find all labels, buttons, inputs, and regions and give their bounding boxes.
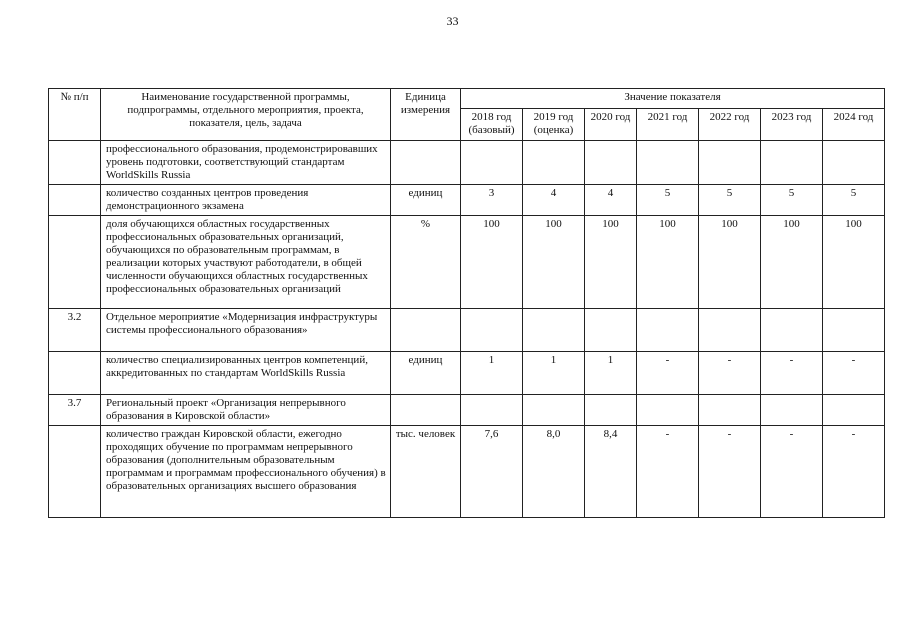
row-value: 5 <box>699 185 761 216</box>
row-unit <box>391 309 461 352</box>
header-value-group: Значение показателя <box>461 89 885 109</box>
row-value <box>699 395 761 426</box>
header-name: Наименование государственной программы, подпрограммы, отдельного мероприятия, проекта, показателя, цель, задача <box>101 89 391 141</box>
row-value: - <box>823 352 885 395</box>
row-value: - <box>699 426 761 518</box>
header-num: № п/п <box>49 89 101 141</box>
row-value: - <box>761 352 823 395</box>
row-num: 3.2 <box>49 309 101 352</box>
row-unit <box>391 395 461 426</box>
header-year: 2019 год (оценка) <box>523 109 585 141</box>
row-value <box>699 309 761 352</box>
row-value: 8,0 <box>523 426 585 518</box>
page-number: 33 <box>446 14 459 28</box>
row-value: 7,6 <box>461 426 523 518</box>
row-value: 100 <box>461 216 523 309</box>
row-unit: единиц <box>391 185 461 216</box>
row-value: 5 <box>637 185 699 216</box>
row-value <box>461 395 523 426</box>
row-value <box>585 141 637 185</box>
row-value <box>823 141 885 185</box>
row-value: 100 <box>523 216 585 309</box>
row-value: 100 <box>585 216 637 309</box>
row-name: Региональный проект «Организация непрерывного образования в Кировской области» <box>101 395 391 426</box>
row-value: - <box>761 426 823 518</box>
row-value <box>761 141 823 185</box>
row-num <box>49 141 101 185</box>
indicator-table <box>48 88 885 518</box>
row-name: доля обучающихся областных государственных профессиональных образовательных организаций, обучающихся по образовательным программам, в реализации которых участвуют работодатели, в общей численности обучающихся областных государственных профессиональных образовательных организаций <box>101 216 391 309</box>
header-year: 2020 год <box>585 109 637 141</box>
table-row <box>49 309 885 352</box>
row-num <box>49 352 101 395</box>
row-name: Отдельное мероприятие «Модернизация инфраструктуры системы профессионального образования» <box>101 309 391 352</box>
row-value <box>523 395 585 426</box>
row-value: - <box>699 352 761 395</box>
row-value: - <box>637 426 699 518</box>
row-name: профессионального образования, продемонстрировавших уровень подготовки, соответствующий стандартам WorldSkills Russia <box>101 141 391 185</box>
row-unit <box>391 141 461 185</box>
table-row <box>49 216 885 309</box>
row-value: 100 <box>761 216 823 309</box>
row-value <box>823 309 885 352</box>
row-value <box>585 395 637 426</box>
row-unit: % <box>391 216 461 309</box>
table-row <box>49 352 885 395</box>
header-unit: Единица измерения <box>391 89 461 141</box>
row-value: 1 <box>585 352 637 395</box>
row-num <box>49 426 101 518</box>
row-value: - <box>823 426 885 518</box>
row-value: 1 <box>523 352 585 395</box>
header-year: 2024 год <box>823 109 885 141</box>
header-year: 2022 год <box>699 109 761 141</box>
row-name: количество граждан Кировской области, ежегодно проходящих обучение по программам непрерывного образования (дополнительным образовательным программам и программам профессионального обучения) в образовательных организациях высшего образования <box>101 426 391 518</box>
header-year: 2018 год (базовый) <box>461 109 523 141</box>
row-name: количество специализированных центров компетенций, аккредитованных по стандартам WorldSkills Russia <box>101 352 391 395</box>
table-row <box>49 426 885 518</box>
row-value: 100 <box>823 216 885 309</box>
row-value <box>523 309 585 352</box>
row-name: количество созданных центров проведения демонстрационного экзамена <box>101 185 391 216</box>
row-value: - <box>637 352 699 395</box>
table-row <box>49 395 885 426</box>
table-row <box>49 141 885 185</box>
table-header-row <box>49 89 885 109</box>
row-value <box>637 141 699 185</box>
row-value: 5 <box>761 185 823 216</box>
row-value: 4 <box>585 185 637 216</box>
row-value <box>461 141 523 185</box>
row-value <box>823 395 885 426</box>
header-year: 2023 год <box>761 109 823 141</box>
row-value: 100 <box>637 216 699 309</box>
header-year: 2021 год <box>637 109 699 141</box>
row-value: 100 <box>699 216 761 309</box>
row-num: 3.7 <box>49 395 101 426</box>
row-num <box>49 185 101 216</box>
row-value <box>761 309 823 352</box>
row-value <box>699 141 761 185</box>
row-value: 1 <box>461 352 523 395</box>
row-value <box>461 309 523 352</box>
row-value: 4 <box>523 185 585 216</box>
row-value <box>585 309 637 352</box>
row-num <box>49 216 101 309</box>
row-value <box>637 395 699 426</box>
row-value: 5 <box>823 185 885 216</box>
row-unit: тыс. человек <box>391 426 461 518</box>
row-value <box>523 141 585 185</box>
row-value <box>637 309 699 352</box>
row-unit: единиц <box>391 352 461 395</box>
row-value: 8,4 <box>585 426 637 518</box>
table-row <box>49 185 885 216</box>
row-value: 3 <box>461 185 523 216</box>
row-value <box>761 395 823 426</box>
